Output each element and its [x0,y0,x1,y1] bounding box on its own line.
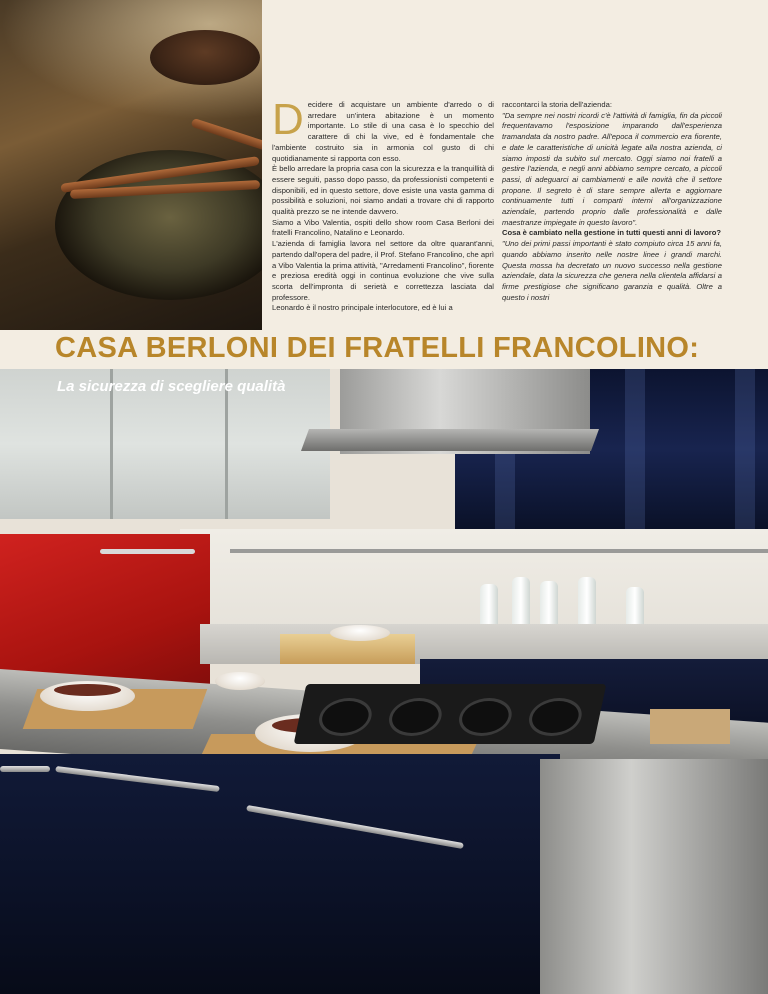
spice-bowls-photo [0,0,262,330]
glass-bottle [512,577,530,629]
blue-island-front [0,754,560,994]
article-headline: CASA BERLONI DEI FRATELLI FRANCOLINO: [55,332,700,364]
paragraph: Leonardo è il nostro principale interlocutore, ed è lui a [272,303,453,313]
interview-question: Cosa è cambiato nella gestione in tutti questi anni di lavoro? [502,228,721,238]
glass-bottle [626,587,644,629]
cinnamon-stick [191,118,262,151]
article-column-2 [502,100,722,303]
gas-cooktop [294,684,607,744]
folded-napkin [650,709,730,744]
article-subtitle: La sicurezza di scegliere qualità [57,378,286,395]
paragraph: ecidere di acquistare un ambiente d'arredo o di arredare un'intera abitazione è un momento importante. Lo stile di una casa è lo specchio del carattere di chi la vive, ed è fondamentale che l'ambiente costruito sia in armonia col gusto di chi quotidianamente si rapporta con esso. [272,100,494,163]
cabinet-handle [100,549,195,554]
drawer-handle [55,766,220,792]
paragraph: È bello arredare la propria casa con la sicurezza e la tranquillità di essere seguiti, passo dopo passo, da professionisti competenti e disponibili, ed in questo settore, dove esiste una vasta gamma di possibilità e soluzioni, noi siamo andati a trovare chi di rapporto qualità prezzo se ne intende davvero. [272,164,494,217]
article-column-1 [272,95,494,314]
kitchen-showroom-photo [0,369,768,994]
glass-reflection [735,369,755,529]
burner [525,698,585,736]
glass-bottle [540,581,558,629]
white-bowl [40,681,135,711]
white-bowl [215,672,265,690]
utensil-rail [230,549,768,553]
glass-bottle [578,577,596,629]
steel-island-side [540,759,768,994]
burner [455,698,515,736]
paragraph: Siamo a Vibo Valentia, ospiti dello show room Casa Berloni dei fratelli Francolino, Natalino e Leonardo. [272,217,494,238]
drawer-handle [0,766,50,772]
bowl-contents [54,684,121,696]
drop-cap: D [272,95,304,144]
range-hood-canopy [301,429,599,451]
paragraph: L'azienda di famiglia lavora nel settore da oltre quarant'anni, partendo dall'opera del padre, il Prof. Stefano Francolino, che aprì a Vibo Valentia la prima attività, "Arredamenti Francolino", fiorente e preziosa eredità oggi in continua evoluzione che vive sulla scorta dell'impronta di serietà e correttezza lasciata dal professore. [272,239,494,302]
burner [315,698,375,736]
white-bowl [330,625,390,641]
interview-answer: "Da sempre nei nostri ricordi c'è l'attività di famiglia, fin da piccoli frequentavamo l'esposizione imparando dall'esperienza tramandata da nostro padre. All'epoca il commercio era fiorente, e date le caratteristiche di unicità legate alla nostra azienda, ci siamo imposti da subito sul mercato. Oggi siamo noi fratelli a gestire l'azienda, e negli anni abbiamo sempre cercato, a piccoli passi, di adeguarci ai cambiamenti e alle novità che il settore propone. Il segreto è di stare sempre allerta e aggiornare continuamente tutti i comparti interni all'organizzazione aziendale, partendo proprio dalle professionalità e dalle maestranze impiegate in questo lavoro". [502,110,722,227]
burner [385,698,445,736]
glass-bottle [480,584,498,629]
drawer-handle [246,805,464,849]
spice-bowl-back [150,30,260,85]
paragraph: raccontarci la storia dell'azienda: [502,100,612,109]
glass-reflection [625,369,645,529]
interview-answer: "Uno dei primi passi importanti è stato compiuto circa 15 anni fa, quando abbiamo inserito nelle nostre linee i grandi marchi. Questa mossa ha decretato un nuovo successo nella gestione aziendale, data la sicurezza che genera nella clientela affidarsi a firme prestigiose che significano garanzia e qualità. Oltre a questo i nostri [502,239,722,302]
